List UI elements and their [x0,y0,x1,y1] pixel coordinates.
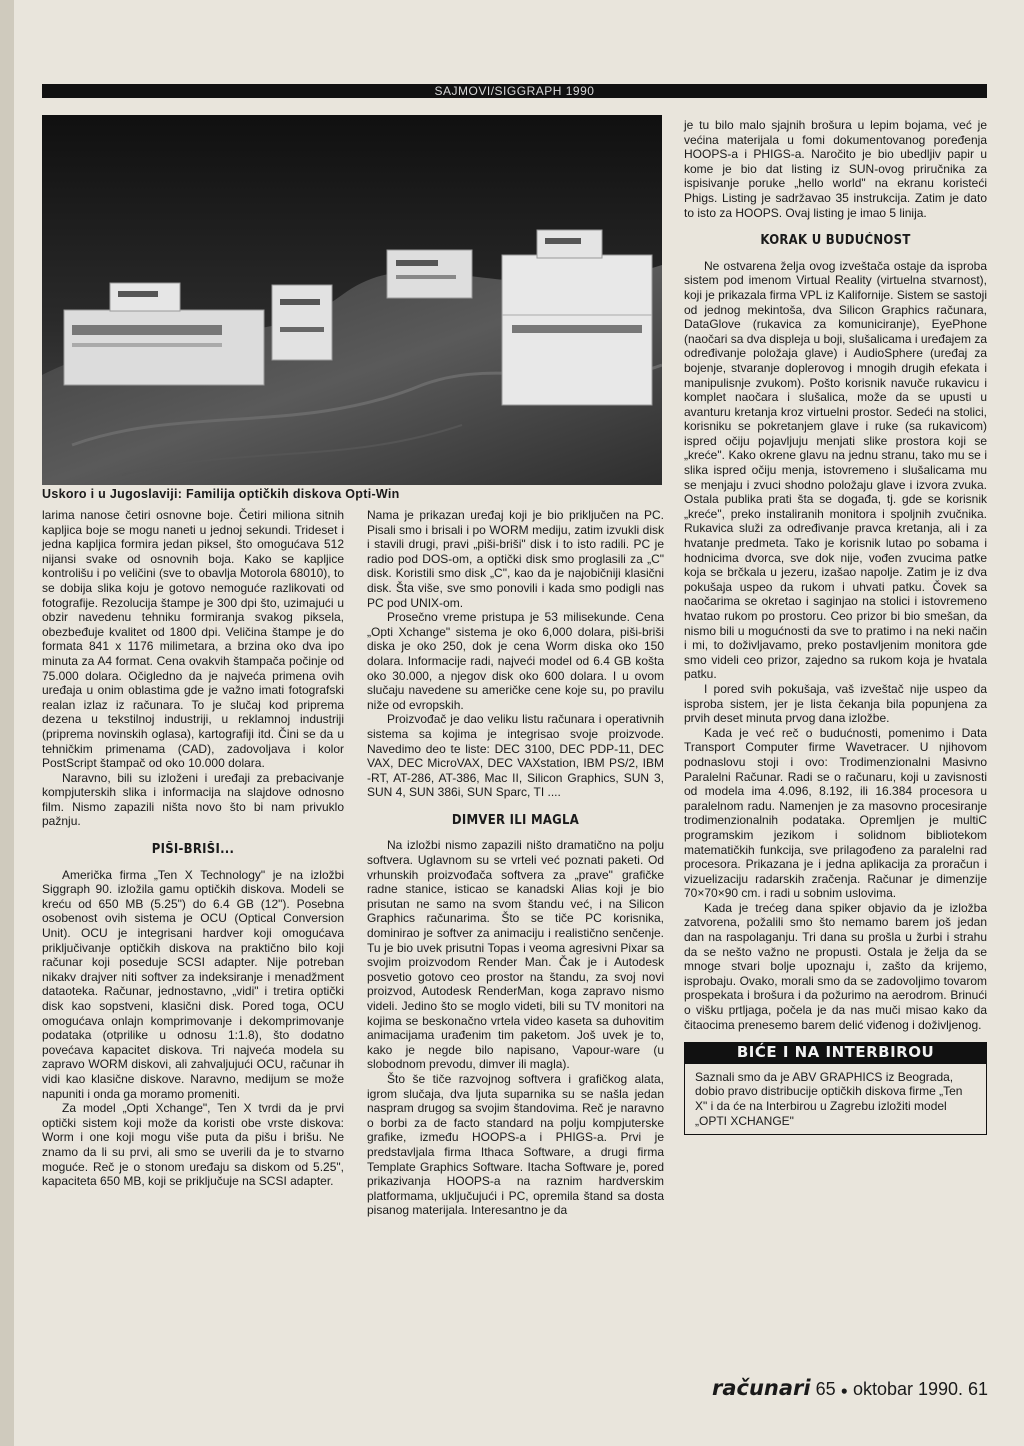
article-column-2 [367,508,664,1218]
paragraph: Kada je već reč o budućnosti, pomenimo i Data Transport Computer firme Wavetracer. U njihovom podnaslovu stoji i ovo: Trodimenzionalni Masivno Paralelni Računar. Radi se o računaru, koji u zavisnosti od modela ima 4.096, 8.192, ili 16.384 procesora u paralelnom radu. Namenjen je za masovno procesiranje trodimenzionalnih podataka. Opremljen je multiC programskim jezikom i solidnom bibliotekom matematičkih funkcija, sve prilagođeno za paralelni rad procesora. Prikazana je i jedna aplikacija za proračun i vizuelizaciju radarskih zračenja. Računar je dimenzije 70×70×90 cm. i radi u sobnim uslovima. [684,725,987,901]
paragraph: larima nanose četiri osnovne boje. Četiri miliona sitnih kapljica boje se mogu naneti u jednoj sekundi. Trideset i jedna kapljica formira jedan piksel, što omogućava 512 nijansi svake od osnovnih boja. Kako se kapljice kontrolišu i po veličini (sve to obavlja Motorola 68010), to se dobija slika koju je gotovo nemoguće razlikovati od fotografije. Rezolucija štampe je 300 dpi što, uzimajući u obzir navedenu tehniku formiranja svakog piksela, obezbeđuje kvalitet od 1800 dpi. Veličina štampe je do formata 841 x 1176 milimetara, a brzina oko dva ipo minuta za A4 format. Cena ovakvih štampača počinje od 75.000 dolara. Očigledno da je najveća primena ovih uređaja u onim oblastima gde je važno imati fotografski realan izlaz iz računara. To je slučaj kod priprema dezena u tekstilnoj industriji, u reklamnoj industriji (priprema novinskih oglasa), kartografiji itd. Čini se da u tehničkim primenama (CAD), zadovoljava i kolor PostScript štampač od oko 10.000 dolara. [42,508,344,771]
section-header: SAJMOVI/SIGGRAPH 1990 [42,84,987,98]
page-footer [712,1376,988,1400]
issue-date: oktobar 1990. [852,1379,964,1399]
page-edge [0,0,14,1446]
magazine-logo: računari [712,1376,811,1400]
drive-unit-tower [272,285,332,360]
optical-drives-photo [42,115,662,485]
paragraph: Nama je prikazan uređaj koji je bio priključen na PC. Pisali smo i brisali i po WORM mediju, zatim izvukli disk i stavili drugi, pravi „piši-briši" disk i to isto radili. PC je radio pod DOS-om, a optički disk smo proglasili za „C" disk. Koristili smo disk „C", kao da je najobičniji klasični disk. Šta više, sve smo ponovili i kada smo podigli nas PC pod UNIX-om. [367,508,664,610]
page-number: 61 [968,1379,989,1399]
sidebar-box-title: BIĆE I NA INTERBIROU [684,1042,987,1063]
article-column-3 [684,118,987,1135]
bullet-icon: ● [840,1383,848,1398]
subheading: DIMVER ILI MAGLA [451,812,580,828]
paragraph: Na izložbi nismo zapazili ništo dramatično na polju softvera. Uglavnom su se vrteli već poznati paketi. Od vrhunskih proizvođača softvera za „prave" grafičke radne stanice, isticao se kanadski Alias koji je bio prisutan ne samo na svom štandu već, i na Silicon Graphics računarima. Što se tiče PC korisnika, dominirao je softver za animaciju i realistično senčenje. Tu je bio uvek prisutni Topas i veoma agresivni Pixar sa svojim proizvodom Render Man. Čak je i Autodesk posvetio gotovo ceo prostor na štandu, za svoj novi proizvod, Autodesk RenderMan, koga zapravo nismo videli. Jedino što se moglo videti, bili su TV monitori na kojima se beskonačno vrtela video kaseta sa duhovitim animacijama urađenim tim paketom. Još uvek je to, kako je negde bilo napisano, Vapour-ware (u slobodnom prevodu, dimver ili magla). [367,838,664,1072]
photo-caption: Uskoro i u Jugoslaviji: Familija optičkih diskova Opti-Win [42,487,400,501]
drive-unit-cabinet [502,230,652,405]
paragraph: Američka firma „Ten X Technology" je na izložbi Siggraph 90. izložila gamu optičkih diskova. Modeli se kreću od 650 MB (5.25") do 6.4 GB (12"). Posebna osobenost ovih sistema je OCU (Optical Conversion Unit). OCU je integrisani hardver koji omogućava priključivanje optičkih diskova na praktično bilo koji računar koji poseduje SCSI adapter. Nije potreban nikakv drajver niti softver za indeksiranje i menadžment dataoteka. Računar, jednostavno, „vidi" i tretira optički disk kao sopstveni, klasični disk. Pored toga, OCU omogućava onlajn komprimovanje i dekomprimovanje podataka (otprilike u odnosu 1:1.8), što dodatno povećava kapacitet diskova. Tri najveća modela su zapravo WORM diskovi, ali zahvaljujući OCU, računar ih vidi kao klasične diskove. Naravno, medijum se može napuniti i onda ga moramo promeniti. [42,867,344,1101]
paragraph: Što še tiče razvojnog softvera i grafičkog alata, igrom slučaja, dva ljuta suparnika su se našla jedan naspram drugog sa svojim štandovima. Reč je naravno o borbi za de facto standard na polju kompjuterske grafike, između HOOPS-a i PHIGS-a. Prvi je predstavljala firma Ithaca Software, a drugi firma Template Graphics Software. Itacha Software je, pored prikazivanja HOOPS-a na raznim hardverskim platformama, uključujući i PC, opremila štand sa dosta pisanog materijala. Interesantno je da [367,1071,664,1218]
subheading: KORAK U BUDUĆNOST [760,233,911,249]
paragraph: Ne ostvarena želja ovog izveštača ostaje da isproba sistem pod imenom Virtual Reality (virtuelna stvarnost), koji je prikazala firma VPL iz Kalifornije. Sistem se sastoji od jednog mekintoša, dva Silicon Graphics računara, DataGlove (rukavica za komuniciranje), EyePhone (naočari sa dva displeja u boji, slušalicama i uređajem za određivanje položaja glave) i AudioSphere (uređaj za bojenje, stvaranje doplerovog i mnogih drugih efekata i manipulisnje zvukom). Pošto korisnik navuče rukavicu i komplet naočara i slušalica, može da se upusti u avanturu kretanja kroz virtuelni prostor. Sedeći na stolici, korisniku se pokretanjem glave i ruke (sa rukavicom) ispred očiju pojavljuju menjati slike prostora koji se „kreće". Kako okrene glavu na jednu stranu, tako mu se i slika ispred očiju menja, istovremeno i slušalicama mu se menjaju i zvuci shodno položaju glave i izvora zvuka. Ostala publika prati šta se događa, tj. gde se korisnik „kreće", preko instaliranih monitora i spoljnih zvučnika. Rukavica služi za određivanje pravca kretanja, ali i za hvatanje predmeta. Tako je korisnik lutao po sobama i hodnicima dvorca, sve dok nije, vođen zvucima patke koja se brčkala u jezeru, izašao napolje. Zatim je iz dva pokušaja uspeo da rukom i uhvati patku. Čovek sa naočarima se okretao i saginjao na stolici i istovremeno hvatao rukom po prostoru. Ceo prizor bi bio smešan, da nismo bili u mogućnosti da sve to pratimo i na neki način i mi, to doživljavamo, preko postavljenim monitora gde smo videli ceo prizor, zajedno sa rukom koja je hvatala patku. [684,258,987,682]
paragraph: Kada je trećeg dana spiker objavio da je izložba zatvorena, požalili smo što nemamo barem još jedan dan na raspolaganju. Tri dana su prošla u žurbi i strahu da se nešto važno ne propusti. Ostala je želja da se mnoge stvari bolje upoznaju i, zašto da krijemo, isprobaju. Ovako, morali smo da se zadovoljimo tovarom prospekata i brošura i da požurimo na aerodrom. Brinući o višku prtljaga, počela je da nas muči misao kako da čitaocima prenesemo barem delić viđenog i doživljenog. [684,900,987,1032]
paragraph: I pored svih pokušaja, vaš izveštač nije uspeo da isproba sistem, jer je lista čekanja bila popunjena za prvih deset minuta prvog dana izložbe. [684,681,987,726]
paragraph: je tu bilo malo sjajnih brošura u lepim bojama, već je većina materijala u fomi dokumentovanog poređenja HOOPS-a i PHIGS-a. Naročito je bio ubedljiv papir u kome je bio dat listing iz SUN-ovog priručnika za ispisivanje poruke „hello world" na ekranu koristeći Phigs. Listing je sadržavao 35 instrukcija. Zatim je dato to isto za HOOPS. Ovaj listing je imao 5 linija. [684,118,987,220]
paragraph: Prosečno vreme pristupa je 53 milisekunde. Cena „Opti Xchange" sistema je oko 6,000 dolara, piši-briši diska je oko 250, dok je cena Worm diska oko 150 dolara. Informacije radi, najveći model od 6.4 GB košta oko 30.000, a njegov disk oko 600 dolara. I u ovom slučaju navedene su američke cene koje su, po pravilu niže od evropskih. [367,610,664,712]
sidebar-box-text: Saznali smo da je ABV GRAPHICS iz Beograda, dobio pravo distribucije optičkih diskova firme „Ten X" i da će na Interbirou u Zagrebu izložiti model „OPTI XCHANGE" [695,1069,963,1128]
paragraph: Za model „Opti Xchange", Ten X tvrdi da je prvi optički sistem koji može da koristi obe vrste diskova: Worm i one koji mogu više puta da pišu i brišu. Ne znamo da li su prvi, ali smo se uverili da je to stvarno moguće. Reč je o stonom uređaju sa diskom od 5.25", kapaciteta 650 MB, koji se priključuje na SCSI adapter. [42,1101,344,1189]
sidebar-box [684,1063,987,1135]
subheading: PIŠI-BRIŠI... [151,842,235,858]
product-photo [42,115,662,485]
drive-unit-desktop [387,250,472,298]
article-column-1 [42,508,344,1189]
issue-number: 65 [815,1379,836,1399]
paragraph: Proizvođač je dao veliku listu računara i operativnih sistema sa kojima je integrisao svoje proizvode. Navedimo deo te liste: DEC 3100, DEC PDP-11, DEC VAX, DEC MicroVAX, DEC VAXstation, IBM PS/2, IBM -RT, AT-286, AT-386, Mac II, Silicon Graphics, SUN 3, SUN 4, SUN 386i, SUN Sparc, TI .... [367,712,664,800]
paragraph: Naravno, bili su izloženi i uređaji za prebacivanje kompjuterskih slika i informacija na slajdove odnosno film. Nismo zapazili ništa novo što bi nam privuklo pažnju. [42,770,344,829]
